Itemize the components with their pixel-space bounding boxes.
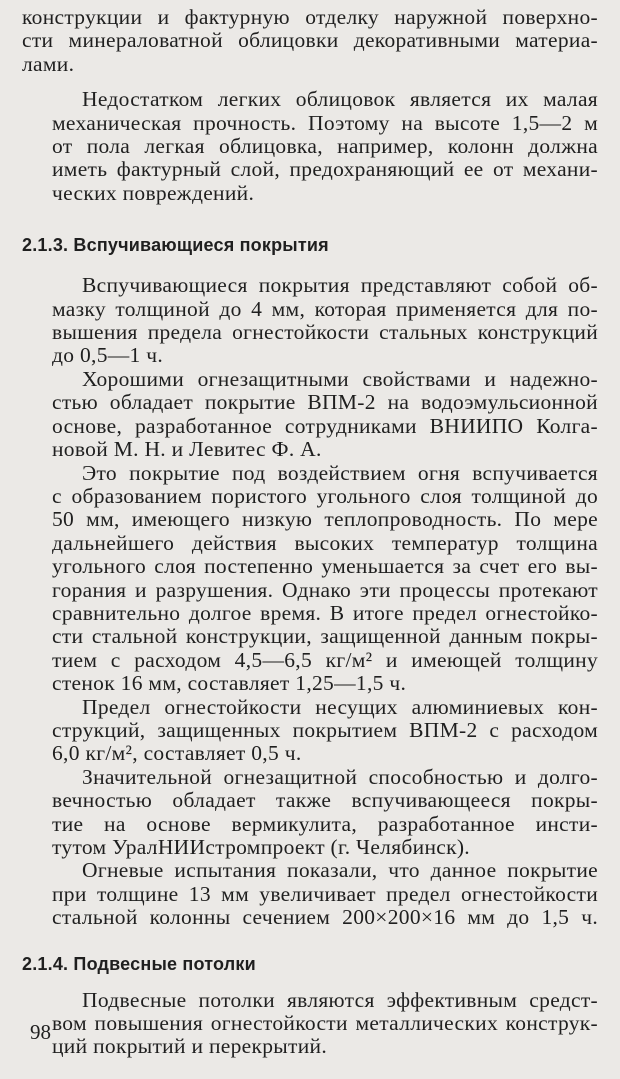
paragraph-4 — [22, 368, 598, 462]
text-line: вечностью обладает также вспучивающееся покры- — [52, 788, 598, 813]
section-heading-2-1-4: 2.1.4. Подвесные потолки — [22, 953, 256, 974]
text-line: Огневые испытания показали, что данное покрытие — [82, 858, 598, 883]
text-line: сравнительно долгое время. В итоге предел огнестойко- — [52, 600, 598, 625]
text-line: ций покрытий и перекрытий. — [52, 1034, 328, 1059]
paragraph-8 — [22, 859, 598, 929]
paragraph-5 — [22, 462, 598, 696]
paragraph-3 — [22, 274, 598, 368]
text-line: Значительной огнезащитной способностью и долго- — [82, 764, 598, 789]
text-line: стальной колонны сечением 200×200×16 мм до 1,5 ч. — [52, 905, 598, 930]
text-line: новой М. Н. и Левитес Ф. А. — [52, 437, 322, 462]
text-line: Хорошими огнезащитными свойствами и надежно- — [82, 366, 598, 391]
text-line: механическая прочность. Поэтому на высоте 1,5—2 м — [52, 110, 598, 135]
paragraph-6 — [22, 696, 598, 766]
text-line: Предел огнестойкости несущих алюминиевых кон- — [82, 694, 598, 719]
text-line: стенок 16 мм, составляет 1,25—1,5 ч. — [52, 671, 407, 696]
text-line: угольного слоя постепенно уменьшается за счет его вы- — [52, 554, 598, 579]
text-line: струкций, защищенных покрытием ВПМ-2 с расходом — [52, 717, 598, 742]
text-line: тутом УралНИИстромпроект (г. Челябинск). — [52, 835, 470, 859]
paragraph-9 — [22, 989, 598, 1059]
text-line: дальнейшего действия высоких температур толщина — [52, 530, 598, 555]
text-line: сти стальной конструкции, защищенной данным покры- — [52, 624, 598, 649]
text-line: Это покрытие под воздействием огня вспучивается — [82, 460, 598, 485]
text-line: при толщине 13 мм увеличивает предел огнестойкости — [52, 881, 598, 906]
paragraph-2 — [22, 88, 598, 205]
text-line: Вспучивающиеся покрытия представляют собой об- — [82, 273, 598, 298]
text-line: до 0,5—1 ч. — [52, 343, 164, 368]
text-line: 50 мм, имеющего низкую теплопроводность. По мере — [52, 507, 598, 532]
section-heading-2-1-3: 2.1.3. Вспучивающиеся покрытия — [22, 235, 329, 256]
text-line: конструкции и фактурную отделку наружной поверхно- — [22, 5, 598, 29]
text-line: от пола легкая облицовка, например, колонн должна — [52, 134, 598, 159]
text-line: мазку толщиной до 4 мм, которая применяется для по- — [52, 296, 598, 321]
text-line: вышения предела огнестойкости стальных конструкций — [52, 320, 598, 345]
paragraph-7 — [22, 766, 598, 860]
text-line: вом повышения огнестойкости металлических конструк- — [52, 1011, 598, 1036]
text-line: Подвесные потолки являются эффективным средст- — [82, 987, 598, 1012]
paragraph-1 — [22, 6, 598, 76]
text-line: 6,0 кг/м², составляет 0,5 ч. — [52, 741, 302, 766]
text-line: лами. — [22, 51, 75, 76]
text-line: сти минераловатной облицовки декоративными материа- — [22, 28, 598, 53]
text-line: тием с расходом 4,5—6,5 кг/м² и имеющей толщину — [52, 647, 598, 672]
text-line: Недостатком легких облицовок является их малая — [82, 87, 598, 112]
page-number: 98 — [30, 1020, 51, 1044]
text-line: с образованием пористого угольного слоя толщиной до — [52, 483, 598, 508]
text-line: горания и разрушения. Однако эти процессы протекают — [52, 577, 598, 602]
text-line: тие на основе вермикулита, разработанное инсти- — [52, 811, 598, 836]
text-line: ческих повреждений. — [52, 180, 255, 205]
text-line: основе, разработанное сотрудниками ВНИИПО Колга- — [52, 413, 598, 438]
text-line: стью обладает покрытие ВПМ-2 на водоэмульсионной — [52, 390, 598, 415]
text-line: иметь фактурный слой, предохраняющий ее от механи- — [52, 157, 598, 182]
